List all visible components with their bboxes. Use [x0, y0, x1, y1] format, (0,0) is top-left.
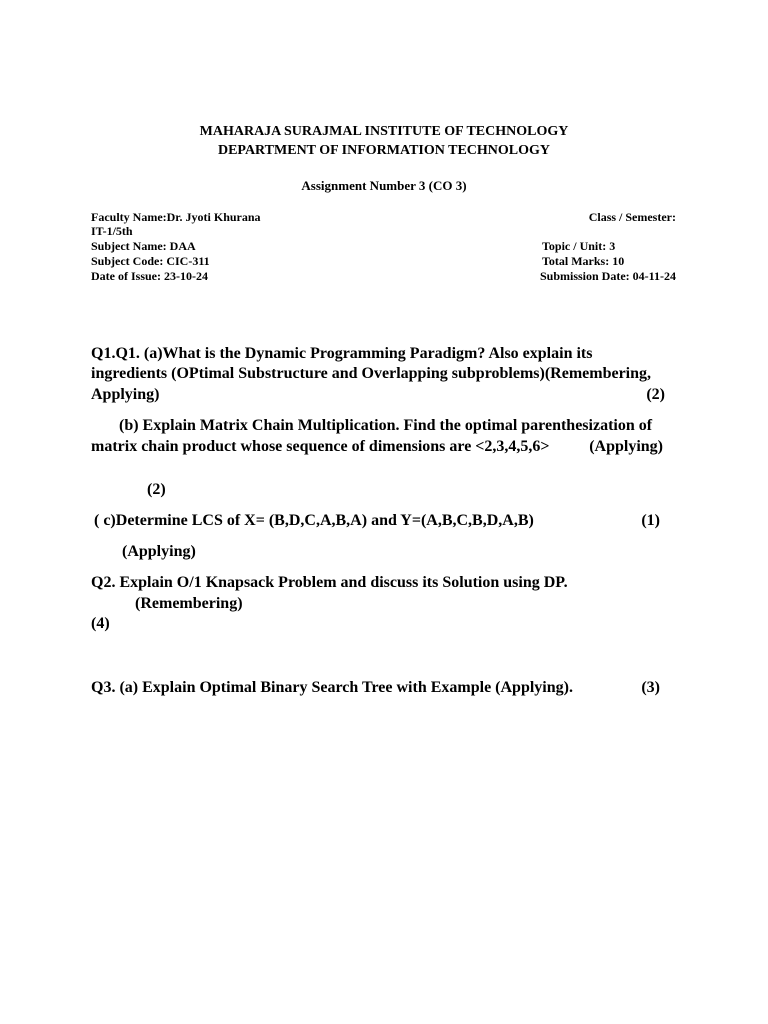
assignment-title: Assignment Number 3 (CO 3) [301, 178, 467, 193]
class-semester-label: Class / Semester: [588, 210, 676, 224]
total-marks: Total Marks: 10 [542, 254, 625, 268]
q2-text: Q2. Explain O/1 Knapsack Problem and discuss its Solution using DP. [91, 574, 568, 591]
submission-date: Submission Date: 04-11-24 [539, 269, 676, 283]
q1b-level: (Applying) [589, 438, 663, 455]
q1a-line-1: Q1.Q1. (a)What is the Dynamic Programming Paradigm? Also explain its [91, 345, 593, 362]
class-semester-value: IT-1/5th [91, 224, 133, 238]
q1c-level: (Applying) [122, 543, 196, 560]
institute-title: MAHARAJA SURAJMAL INSTITUTE OF TECHNOLOGY [199, 124, 569, 139]
department-title: DEPARTMENT OF INFORMATION TECHNOLOGY [217, 143, 551, 158]
faculty-name: Faculty Name:Dr. Jyoti Khurana [91, 210, 261, 224]
q3-marks: (3) [641, 679, 660, 696]
q1c-text: ( c)Determine LCS of X= (B,D,C,A,B,A) and Y=(A,B,C,B,D,A,B) [94, 512, 534, 529]
q2-level: (Remembering) [135, 595, 243, 612]
q1a-line-2: ingredients (OPtimal Substructure and Overlapping subproblems)(Remembering, [91, 365, 652, 382]
subject-name: Subject Name: DAA [91, 239, 196, 253]
date-of-issue: Date of Issue: 23-10-24 [91, 269, 208, 283]
q1a-marks: (2) [646, 386, 665, 403]
q1c-marks: (1) [641, 512, 660, 529]
q1b-line-1: (b) Explain Matrix Chain Multiplication. Find the optimal parenthesization of [119, 417, 653, 434]
q1a-line-3: Applying) [91, 386, 160, 403]
subject-code: Subject Code: CIC-311 [91, 254, 210, 268]
topic-unit: Topic / Unit: 3 [542, 239, 616, 253]
q2-marks: (4) [91, 615, 110, 632]
q1b-marks: (2) [147, 481, 166, 498]
q3-text: Q3. (a) Explain Optimal Binary Search Tree with Example (Applying). [91, 679, 573, 696]
q1b-line-2: matrix chain product whose sequence of dimensions are <2,3,4,5,6> [91, 438, 550, 455]
